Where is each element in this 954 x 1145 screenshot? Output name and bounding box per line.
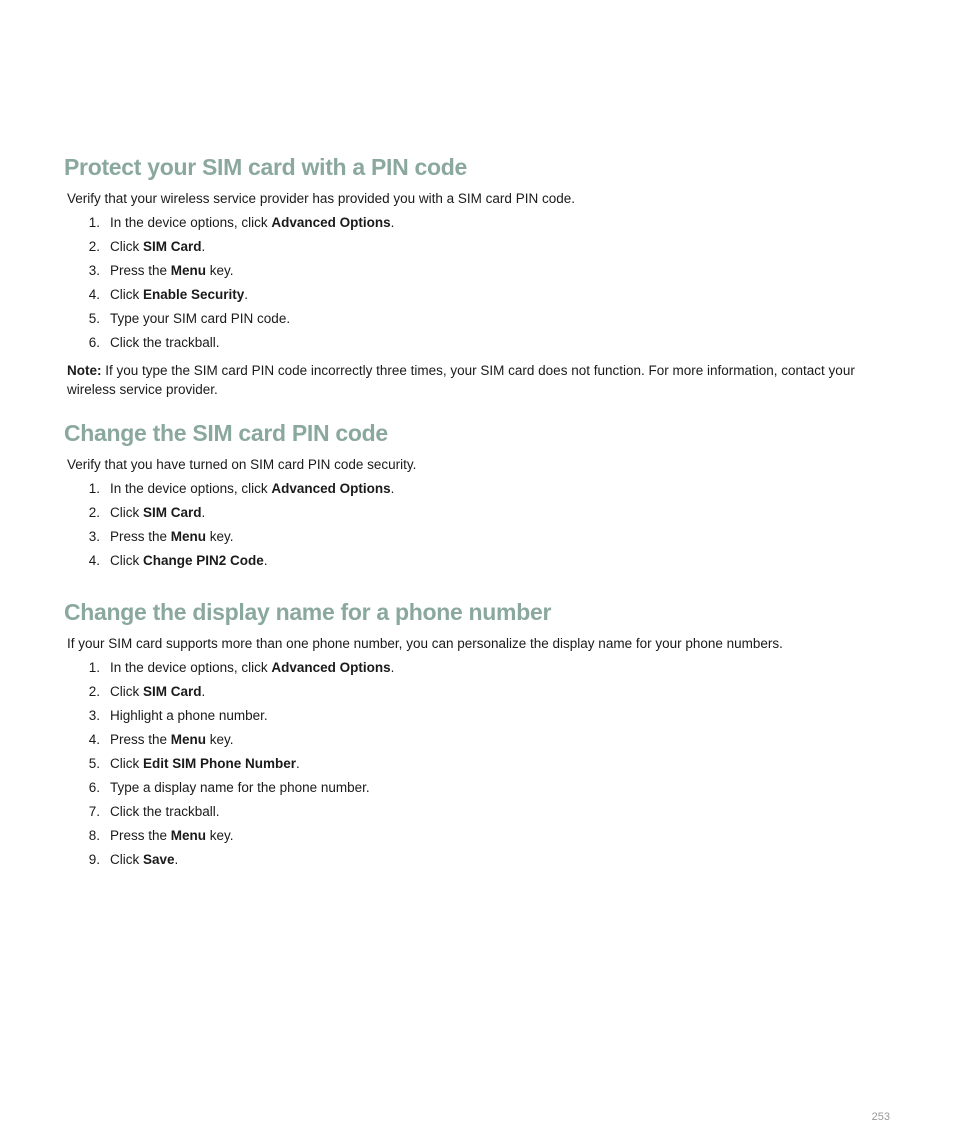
section-change-sim-pin <box>64 418 894 573</box>
step-text-end: . <box>244 287 249 302</box>
step-number: 3. <box>88 263 100 278</box>
step-ui-term: Menu <box>170 263 207 278</box>
step-text: Type a display name for the phone number. <box>110 780 370 795</box>
list-item <box>64 307 894 331</box>
step-number: 3. <box>88 708 100 723</box>
list-item <box>64 477 894 501</box>
step-text-end: key. <box>206 529 234 544</box>
list-item <box>64 331 894 355</box>
step-text: In the device options, click <box>110 660 272 675</box>
step-number: 2. <box>88 505 100 520</box>
step-number: 4. <box>88 732 100 747</box>
page-number: 253 <box>871 1111 890 1123</box>
step-text: Click <box>110 505 143 520</box>
step-ui-term: Save <box>143 852 175 867</box>
note-label: Note: <box>67 363 102 378</box>
section-title: Change the SIM card PIN code <box>64 420 388 446</box>
list-item <box>64 259 894 283</box>
step-number: 5. <box>88 311 100 326</box>
step-ui-term: SIM Card <box>143 684 202 699</box>
step-ui-term: SIM Card <box>143 505 202 520</box>
step-text-end: . <box>201 505 206 520</box>
step-text-end: . <box>263 553 268 568</box>
step-ui-term: Advanced Options <box>271 215 391 230</box>
list-item <box>64 680 894 704</box>
step-text-end: key. <box>206 263 234 278</box>
step-text-end: . <box>296 756 300 771</box>
section-intro: Verify that your wireless service provider has provided you with a SIM card PIN code. <box>67 191 575 206</box>
steps-list <box>64 477 894 573</box>
step-text-end: . <box>201 684 206 699</box>
step-number: 4. <box>88 287 100 302</box>
list-item <box>64 752 894 776</box>
note <box>67 361 887 399</box>
step-text-end: . <box>390 481 395 496</box>
step-text: Click <box>110 852 143 867</box>
step-ui-term: Menu <box>170 732 207 747</box>
step-ui-term: Advanced Options <box>271 481 391 496</box>
note-text: If you type the SIM card PIN code incorrectly three times, your SIM card does not function. For more information, contact your wireless service provider. <box>67 363 855 397</box>
step-number: 2. <box>88 684 100 699</box>
step-text-end: key. <box>206 732 234 747</box>
list-item <box>64 728 894 752</box>
step-number: 1. <box>88 481 100 496</box>
step-number: 9. <box>88 852 100 867</box>
step-text-end: . <box>390 660 395 675</box>
step-ui-term: Menu <box>170 529 207 544</box>
step-text: In the device options, click <box>110 215 272 230</box>
step-number: 4. <box>88 553 100 568</box>
step-text: Click <box>110 553 143 568</box>
list-item <box>64 525 894 549</box>
step-text: Click <box>110 287 143 302</box>
step-number: 6. <box>88 780 100 795</box>
step-text-end: . <box>390 215 395 230</box>
section-change-display-name <box>64 597 894 872</box>
step-text: Click <box>110 756 143 771</box>
step-ui-term: Menu <box>170 828 207 843</box>
list-item <box>64 211 894 235</box>
step-number: 1. <box>88 215 100 230</box>
step-text: Click the trackball. <box>110 804 220 819</box>
step-number: 8. <box>88 828 100 843</box>
list-item <box>64 549 894 573</box>
step-number: 3. <box>88 529 100 544</box>
step-text: Press the <box>110 263 171 278</box>
list-item <box>64 800 894 824</box>
list-item <box>64 824 894 848</box>
step-text: Highlight a phone number. <box>110 708 268 723</box>
step-text: Press the <box>110 529 171 544</box>
steps-list <box>64 656 894 872</box>
step-text: Click the trackball. <box>110 335 220 350</box>
step-text: In the device options, click <box>110 481 272 496</box>
steps-list <box>64 211 894 355</box>
step-text: Press the <box>110 828 171 843</box>
step-ui-term: Edit SIM Phone Number <box>143 756 297 771</box>
list-item <box>64 235 894 259</box>
list-item <box>64 704 894 728</box>
step-number: 1. <box>88 660 100 675</box>
step-ui-term: Advanced Options <box>271 660 391 675</box>
step-ui-term: SIM Card <box>143 239 202 254</box>
step-number: 6. <box>88 335 100 350</box>
step-ui-term: Enable Security <box>143 287 245 302</box>
step-ui-term: Change PIN2 Code <box>143 553 264 568</box>
step-text-end: key. <box>206 828 234 843</box>
step-text: Press the <box>110 732 171 747</box>
step-text: Click <box>110 239 143 254</box>
list-item <box>64 656 894 680</box>
step-text-end: . <box>174 852 179 867</box>
list-item <box>64 283 894 307</box>
step-text: Type your SIM card PIN code. <box>110 311 291 326</box>
list-item <box>64 848 894 872</box>
step-number: 7. <box>88 804 100 819</box>
section-protect-sim-pin <box>64 152 894 399</box>
section-intro: If your SIM card supports more than one phone number, you can personalize the display name for your phone numbers. <box>67 636 783 651</box>
section-title: Change the display name for a phone number <box>64 599 552 625</box>
step-text-end: . <box>201 239 206 254</box>
list-item <box>64 776 894 800</box>
step-text: Click <box>110 684 143 699</box>
list-item <box>64 501 894 525</box>
step-number: 2. <box>88 239 100 254</box>
step-number: 5. <box>88 756 100 771</box>
section-intro: Verify that you have turned on SIM card PIN code security. <box>67 457 417 472</box>
section-title: Protect your SIM card with a PIN code <box>64 154 467 180</box>
